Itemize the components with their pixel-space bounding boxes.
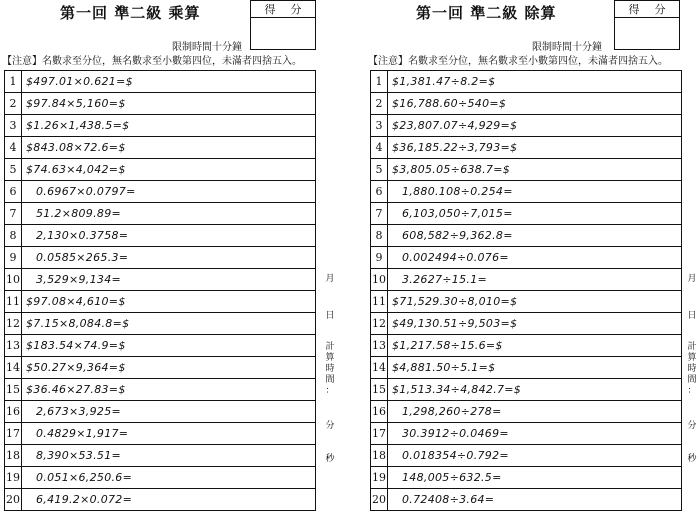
table-row	[371, 115, 682, 137]
question-number: 11	[371, 291, 388, 313]
question-expression: 1,880.108÷0.254=	[388, 181, 682, 203]
question-number: 19	[371, 467, 388, 489]
table-row	[371, 291, 682, 313]
question-table	[4, 70, 316, 511]
question-expression: 0.018354÷0.792=	[388, 445, 682, 467]
question-number: 17	[371, 423, 388, 445]
table-row	[5, 401, 316, 423]
question-number: 3	[371, 115, 388, 137]
question-number: 8	[371, 225, 388, 247]
question-number: 9	[371, 247, 388, 269]
question-number: 4	[371, 137, 388, 159]
question-number: 10	[5, 269, 22, 291]
time-limit: 限制時間十分鐘	[172, 42, 242, 53]
table-row	[371, 159, 682, 181]
table-row	[5, 115, 316, 137]
table-row	[5, 445, 316, 467]
table-row	[371, 357, 682, 379]
multiplication-sheet	[2, 0, 332, 514]
table-row	[5, 357, 316, 379]
question-expression: 0.4829×1,917=	[22, 423, 316, 445]
question-number: 8	[5, 225, 22, 247]
side-label-char: 月	[325, 274, 335, 284]
question-expression: 3,529×9,134=	[22, 269, 316, 291]
table-row	[371, 401, 682, 423]
question-number: 5	[5, 159, 22, 181]
table-row	[5, 423, 316, 445]
page-title: 第一回 準二級 乘算	[60, 4, 201, 22]
question-number: 3	[5, 115, 22, 137]
question-number: 5	[371, 159, 388, 181]
question-number: 9	[5, 247, 22, 269]
table-row	[5, 313, 316, 335]
question-number: 16	[371, 401, 388, 423]
question-expression: 0.0585×265.3=	[22, 247, 316, 269]
page-title: 第一回 準二級 除算	[416, 4, 557, 22]
table-row	[5, 225, 316, 247]
question-expression: 2,673×3,925=	[22, 401, 316, 423]
table-row	[371, 71, 682, 93]
question-number: 1	[5, 71, 22, 93]
table-row	[371, 467, 682, 489]
question-table	[370, 70, 682, 511]
score-label-fen: 分	[654, 3, 666, 16]
table-row	[5, 379, 316, 401]
side-label-char: ：	[687, 386, 697, 396]
question-expression: $36.46×27.83=$	[22, 379, 316, 401]
side-label-char: 秒	[325, 454, 335, 464]
score-box	[614, 0, 680, 50]
question-expression: $23,807.07÷4,929=$	[388, 115, 682, 137]
question-expression: $36,185.22÷3,793=$	[388, 137, 682, 159]
question-number: 15	[5, 379, 22, 401]
question-expression: 6,103,050÷7,015=	[388, 203, 682, 225]
side-label-char: 計	[687, 342, 697, 352]
question-expression: 2,130×0.3758=	[22, 225, 316, 247]
question-expression: $16,788.60÷540=$	[388, 93, 682, 115]
score-label-fen: 分	[290, 3, 302, 16]
question-number: 10	[371, 269, 388, 291]
question-expression: $1.26×1,438.5=$	[22, 115, 316, 137]
question-number: 6	[5, 181, 22, 203]
table-row	[5, 489, 316, 511]
table-row	[371, 225, 682, 247]
question-expression: $74.63×4,042=$	[22, 159, 316, 181]
side-label-char: 月	[687, 274, 697, 284]
question-number: 7	[371, 203, 388, 225]
question-number: 16	[5, 401, 22, 423]
question-expression: 0.002494÷0.076=	[388, 247, 682, 269]
table-row	[5, 137, 316, 159]
question-expression: $4,881.50÷5.1=$	[388, 357, 682, 379]
question-number: 2	[371, 93, 388, 115]
side-label-char: 分	[325, 421, 335, 431]
table-row	[371, 203, 682, 225]
time-limit: 限制時間十分鐘	[532, 42, 602, 53]
question-expression: 1,298,260÷278=	[388, 401, 682, 423]
side-label-char: ：	[325, 386, 335, 396]
question-number: 12	[5, 313, 22, 335]
table-row	[371, 379, 682, 401]
question-expression: $183.54×74.9=$	[22, 335, 316, 357]
side-label-char: 秒	[687, 454, 697, 464]
question-expression: 148,005÷632.5=	[388, 467, 682, 489]
question-number: 15	[371, 379, 388, 401]
question-expression: 0.72408÷3.64=	[388, 489, 682, 511]
table-row	[371, 93, 682, 115]
question-expression: 6,419.2×0.072=	[22, 489, 316, 511]
score-box	[250, 0, 316, 50]
question-number: 19	[5, 467, 22, 489]
question-number: 7	[5, 203, 22, 225]
question-number: 18	[371, 445, 388, 467]
question-expression: 51.2×809.89=	[22, 203, 316, 225]
table-row	[371, 247, 682, 269]
table-row	[371, 423, 682, 445]
question-expression: 608,582÷9,362.8=	[388, 225, 682, 247]
question-expression: 30.3912÷0.0469=	[388, 423, 682, 445]
instructions-note: 【注意】名數求至分位，無名數求至小數第四位，未滿者四捨五入。	[2, 56, 302, 67]
question-expression: $7.15×8,084.8=$	[22, 313, 316, 335]
question-expression: $97.08×4,610=$	[22, 291, 316, 313]
table-row	[5, 203, 316, 225]
question-number: 18	[5, 445, 22, 467]
side-label-char: 日	[687, 311, 697, 321]
question-number: 4	[5, 137, 22, 159]
instructions-note: 【注意】名數求至分位，無名數求至小數第四位，未滿者四捨五入。	[368, 56, 668, 67]
side-label-char: 算	[325, 353, 335, 363]
table-row	[371, 269, 682, 291]
question-number: 20	[5, 489, 22, 511]
question-expression: 3.2627÷15.1=	[388, 269, 682, 291]
table-row	[5, 247, 316, 269]
score-label-de: 得	[264, 3, 276, 16]
side-label-char: 分	[687, 421, 697, 431]
question-number: 14	[5, 357, 22, 379]
question-expression: 0.051×6,250.6=	[22, 467, 316, 489]
question-expression: $97.84×5,160=$	[22, 93, 316, 115]
time-record-labels	[322, 274, 338, 465]
table-row	[371, 445, 682, 467]
question-number: 13	[371, 335, 388, 357]
question-number: 20	[371, 489, 388, 511]
time-record-labels	[684, 274, 700, 465]
side-label-char: 間	[687, 375, 697, 385]
question-expression: $1,217.58÷15.6=$	[388, 335, 682, 357]
score-header	[251, 1, 315, 18]
table-row	[5, 467, 316, 489]
side-label-char: 算	[687, 353, 697, 363]
table-row	[5, 71, 316, 93]
table-row	[371, 489, 682, 511]
question-number: 2	[5, 93, 22, 115]
table-row	[371, 313, 682, 335]
side-label-char: 時	[687, 364, 697, 374]
question-expression: $3,805.05÷638.7=$	[388, 159, 682, 181]
question-number: 11	[5, 291, 22, 313]
table-row	[5, 181, 316, 203]
question-number: 14	[371, 357, 388, 379]
division-sheet	[368, 0, 698, 514]
question-number: 17	[5, 423, 22, 445]
side-label-char: 計	[325, 342, 335, 352]
side-label-char: 日	[325, 311, 335, 321]
question-number: 1	[371, 71, 388, 93]
table-row	[5, 335, 316, 357]
question-expression: $50.27×9,364=$	[22, 357, 316, 379]
question-expression: $497.01×0.621=$	[22, 71, 316, 93]
question-expression: $71,529.30÷8,010=$	[388, 291, 682, 313]
question-expression: $843.08×72.6=$	[22, 137, 316, 159]
question-number: 13	[5, 335, 22, 357]
table-row	[5, 269, 316, 291]
table-row	[371, 181, 682, 203]
side-label-char: 間	[325, 375, 335, 385]
question-expression: $49,130.51÷9,503=$	[388, 313, 682, 335]
question-expression: $1,381.47÷8.2=$	[388, 71, 682, 93]
question-expression: $1,513.34÷4,842.7=$	[388, 379, 682, 401]
table-row	[371, 137, 682, 159]
table-row	[5, 159, 316, 181]
question-expression: 8,390×53.51=	[22, 445, 316, 467]
question-expression: 0.6967×0.0797=	[22, 181, 316, 203]
question-number: 6	[371, 181, 388, 203]
table-row	[5, 93, 316, 115]
side-label-char: 時	[325, 364, 335, 374]
score-header	[615, 1, 679, 18]
question-number: 12	[371, 313, 388, 335]
table-row	[371, 335, 682, 357]
table-row	[5, 291, 316, 313]
score-label-de: 得	[628, 3, 640, 16]
